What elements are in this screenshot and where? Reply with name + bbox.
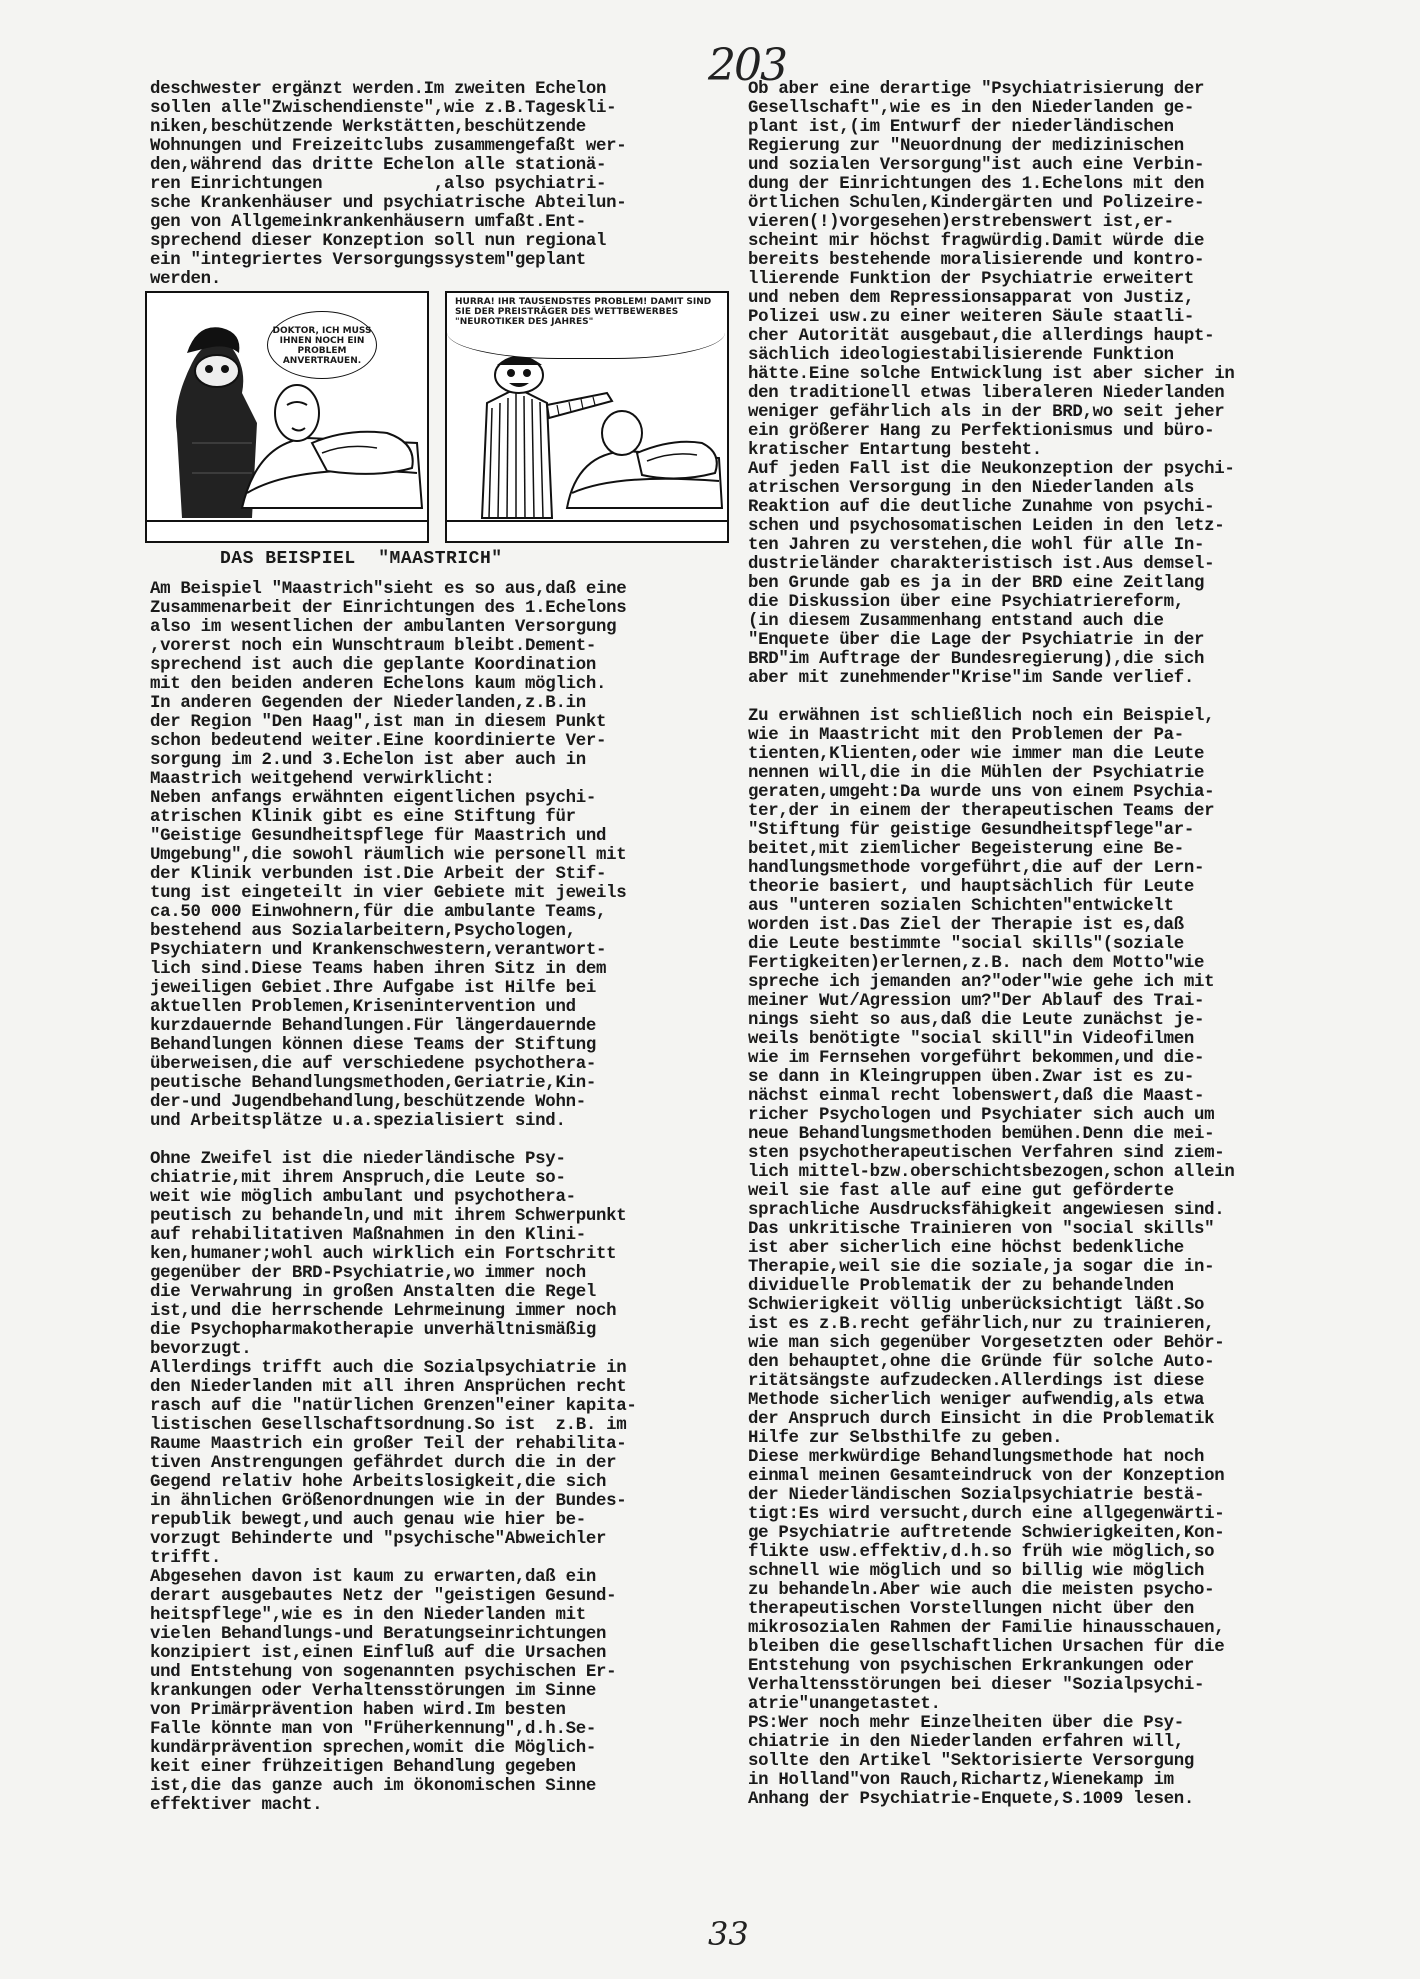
text-line: Maastrich weitgehend verwirklicht: [150, 770, 495, 789]
text-line: Abgesehen davon ist kaum zu erwarten,daß ein [150, 1568, 596, 1587]
text-line: richer Psychologen und Psychiater sich auch um [748, 1106, 1215, 1125]
text-line: hätte.Eine solche Entwicklung ist aber sicher in [748, 365, 1235, 384]
text-line: atrischen Klinik gibt es eine Stiftung für [150, 808, 576, 827]
text-line: bestehend aus Sozialarbeitern,Psychologen, [150, 922, 576, 941]
text-line: theorie basiert, und hauptsächlich für Leute [748, 878, 1194, 897]
text-line: Neben anfangs erwähnten eigentlichen psychi- [150, 789, 596, 808]
text-line: ge Psychiatrie auftretende Schwierigkeiten,Kon- [748, 1524, 1225, 1543]
text-line: und Entstehung von sogenannten psychischen Er- [150, 1663, 617, 1682]
text-line: sprachliche Ausdrucksfähigkeit angewiesen sind. [748, 1201, 1225, 1220]
text-line: Therapie,weil sie die soziale,ja sogar die in- [748, 1258, 1215, 1277]
speech-bubble-1: DOKTOR, ICH MUSS IHNEN NOCH EIN PROBLEM ANVERTRAUEN. [267, 311, 377, 379]
text-line: sche Krankenhäuser und psychiatrische Abteilun- [150, 194, 627, 213]
text-line: chiatrie,mit ihrem Anspruch,die Leute so- [150, 1169, 566, 1188]
text-line: atrischen Versorgung in den Niederlanden als [748, 479, 1194, 498]
text-line: BRD"im Auftrage der Bundesregierung),die sich [748, 650, 1205, 669]
text-line: Diese merkwürdige Behandlungsmethode hat noch [748, 1448, 1205, 1467]
text-line: ren Einrichtungen ,also psychiatri- [150, 175, 607, 194]
text-line: Gegend relativ hohe Arbeitslosigkeit,die sich [150, 1473, 607, 1492]
text-line: ist es z.B.recht gefährlich,nur zu trainieren, [748, 1315, 1215, 1334]
text-line [748, 688, 1235, 707]
text-line: chiatrie in den Niederlanden erfahren will, [748, 1733, 1184, 1752]
text-line: Methode sicherlich weniger aufwendig,als etwa [748, 1391, 1205, 1410]
text-line: in ähnlichen Größenordnungen wie in der Bundes- [150, 1492, 627, 1511]
text-line: sollen alle"Zwischendienste",wie z.B.Tageskli- [150, 99, 617, 118]
text-line: Entstehung von psychischen Erkrankungen oder [748, 1657, 1194, 1676]
text-line: bevorzugt. [150, 1340, 252, 1359]
comic-panel-2 [445, 291, 729, 543]
text-line: weniger gefährlich als in der BRD,wo seit jeher [748, 403, 1225, 422]
text-line: wie in Maastricht mit den Problemen der Pa- [748, 726, 1184, 745]
text-line: trifft. [150, 1549, 221, 1568]
text-line: die Verwahrung in großen Anstalten die Regel [150, 1283, 596, 1302]
text-line: schen und psychosomatischen Leiden in den letz- [748, 517, 1225, 536]
text-line: einmal meinen Gesamteindruck von der Konzeption [748, 1467, 1225, 1486]
text-line: republik bewegt,und auch genau wie hier be- [150, 1511, 586, 1530]
text-line: tienten,Klienten,oder wie immer man die Leute [748, 745, 1205, 764]
text-line: Reaktion auf die deutliche Zunahme von psychi- [748, 498, 1215, 517]
text-line: therapeutischen Vorstellungen nicht über den [748, 1600, 1194, 1619]
text-line: bereits bestehende moralisierende und kontro- [748, 251, 1205, 270]
text-line: der Anspruch durch Einsicht in die Problematik [748, 1410, 1215, 1429]
text-line: ein "integriertes Versorgungssystem"geplant [150, 251, 586, 270]
text-line: gegenüber der BRD-Psychiatrie,wo immer noch [150, 1264, 586, 1283]
text-line: vielen Behandlungs-und Beratungseinrichtungen [150, 1625, 607, 1644]
text-line: dung der Einrichtungen des 1.Echelons mit den [748, 175, 1205, 194]
text-line: lich mittel-bzw.oberschichtsbezogen,schon allein [748, 1163, 1235, 1182]
text-line: peutisch zu behandeln,und mit ihrem Schwerpunkt [150, 1207, 627, 1226]
speech-bubble-2: HURRA! IHR TAUSENDSTES PROBLEM! DAMIT SIND SIE DER PREISTRÄGER DES WETTBEWERBES "NEUROTIKER DES JAHRES" [447, 293, 725, 359]
text-line: mikrosozialen Rahmen der Familie hinausschauen, [748, 1619, 1225, 1638]
text-line: meiner Wut/Agression um?"Der Ablauf des Trai- [748, 992, 1205, 1011]
text-line [150, 1131, 637, 1150]
text-line: Hilfe zur Selbsthilfe zu geben. [748, 1429, 1063, 1448]
text-line: der-und Jugendbehandlung,beschützende Wohn- [150, 1093, 586, 1112]
text-line: rasch auf die "natürlichen Grenzen"einer kapita- [150, 1397, 637, 1416]
handwritten-page-number-bottom: 33 [708, 1915, 749, 1953]
text-line: tiven Anstrengungen gefährdet durch die in der [150, 1454, 617, 1473]
text-line: tung ist eingeteilt in vier Gebiete mit jeweils [150, 884, 627, 903]
text-line: den behauptet,ohne die Gründe für solche Auto- [748, 1353, 1215, 1372]
text-line: überweisen,die auf verschiedene psychothera- [150, 1055, 596, 1074]
left-column-top [150, 80, 626, 289]
text-line: derart ausgebautes Netz der "geistigen Gesund- [150, 1587, 617, 1606]
text-line: Wohnungen und Freizeitclubs zusammengefaßt wer- [150, 137, 627, 156]
text-line: ten Jahren zu verstehen,die wohl für alle In- [748, 536, 1205, 555]
text-line: lich sind.Diese Teams haben ihren Sitz in dem [150, 960, 607, 979]
text-line: örtlichen Schulen,Kindergärten und Polizeire- [748, 194, 1205, 213]
right-column-body [748, 80, 1235, 1809]
text-line: ,vorerst noch ein Wunschtraum bleibt.Dement- [150, 637, 596, 656]
text-line: bleiben die gesellschaftlichen Ursachen für die [748, 1638, 1225, 1657]
text-line: "Geistige Gesundheitspflege für Maastrich und [150, 827, 607, 846]
text-line: sprechend ist auch die geplante Koordination [150, 656, 596, 675]
text-line: ist,die das ganze auch im ökonomischen Sinne [150, 1777, 596, 1796]
text-line: die Diskussion über eine Psychiatriereform, [748, 593, 1184, 612]
text-line: Raume Maastrich ein großer Teil der rehabilita- [150, 1435, 627, 1454]
text-line: wie im Fernsehen vorgeführt bekommen,und die- [748, 1049, 1205, 1068]
text-line: weils benötigte "social skill"in Videofilmen [748, 1030, 1194, 1049]
text-line: sächlich ideologiestabilisierende Funktion [748, 346, 1174, 365]
text-line: die Psychopharmakotherapie unverhältnismäßig [150, 1321, 596, 1340]
text-line: ken,humaner;wohl auch wirklich ein Fortschritt [150, 1245, 617, 1264]
text-line: effektiver macht. [150, 1796, 323, 1815]
text-line: dustrieländer charakteristisch ist.Aus demsel- [748, 555, 1215, 574]
text-line: kundärprävention sprechen,womit die Möglich- [150, 1739, 596, 1758]
text-line: Schwierigkeit völlig unberücksichtigt läßt.So [748, 1296, 1205, 1315]
text-line: vieren(!)vorgesehen)erstrebenswert ist,er- [748, 213, 1174, 232]
text-line: weil sie fast alle auf eine gut geförderte [748, 1182, 1174, 1201]
text-line: Das unkritische Trainieren von "social skills" [748, 1220, 1215, 1239]
text-line: ca.50 000 Einwohnern,für die ambulante Teams, [150, 903, 607, 922]
text-line: sprechend dieser Konzeption soll nun regional [150, 232, 607, 251]
text-line: Anhang der Psychiatrie-Enquete,S.1009 lesen. [748, 1790, 1194, 1809]
text-line: dividuelle Problematik der zu behandelnden [748, 1277, 1174, 1296]
text-line: keit einer frühzeitigen Behandlung gegeben [150, 1758, 576, 1777]
text-line: sorgung im 2.und 3.Echelon ist aber auch in [150, 751, 586, 770]
text-line: Falle könnte man von "Früherkennung",d.h.Se- [150, 1720, 596, 1739]
text-line: ist,und die herrschende Lehrmeinung immer noch [150, 1302, 617, 1321]
text-line: ist aber sicherlich eine höchst bedenkliche [748, 1239, 1184, 1258]
text-line: Umgebung",die sowohl räumlich wie personell mit [150, 846, 627, 865]
text-line: (in diesem Zusammenhang entstand auch die [748, 612, 1164, 631]
text-line: gen von Allgemeinkrankenhäusern umfaßt.Ent- [150, 213, 586, 232]
section-heading: DAS BEISPIEL "MAASTRICH" [220, 549, 503, 569]
text-line: geraten,umgeht:Da wurde uns von einem Psychia- [748, 783, 1215, 802]
text-line: peutische Behandlungsmethoden,Geriatrie,Kin- [150, 1074, 596, 1093]
text-line: zu behandeln.Aber wie auch die meisten psycho- [748, 1581, 1215, 1600]
text-line: se dann in Kleingruppen üben.Zwar ist es zu- [748, 1068, 1194, 1087]
text-line: und Arbeitsplätze u.a.spezialisiert sind. [150, 1112, 566, 1131]
text-line: Zu erwähnen ist schließlich noch ein Beispiel, [748, 707, 1215, 726]
text-line: also im wesentlichen der ambulanten Versorgung [150, 618, 617, 637]
text-line: ein größerer Hang zu Perfektionismus und büro- [748, 422, 1215, 441]
text-line: wie man sich gegenüber Vorgesetzten oder Behör- [748, 1334, 1225, 1353]
text-line: schon bedeutend weiter.Eine koordinierte Ver- [150, 732, 607, 751]
text-line: handlungsmethode vorgeführt,die auf der Lern- [748, 859, 1205, 878]
left-column-body [150, 580, 637, 1815]
text-line: der Region "Den Haag",ist man in diesem Punkt [150, 713, 607, 732]
text-line: cher Autorität ausgebaut,die allerdings haupt- [748, 327, 1215, 346]
text-line: aber mit zunehmender"Krise"im Sande verlief. [748, 669, 1194, 688]
text-line: heitspflege",wie es in den Niederlanden mit [150, 1606, 586, 1625]
text-line: und sozialen Versorgung"ist auch eine Verbin- [748, 156, 1205, 175]
text-line: Behandlungen können diese Teams der Stiftung [150, 1036, 596, 1055]
text-line: kratischer Entartung besteht. [748, 441, 1042, 460]
text-line: den,während das dritte Echelon alle stationä- [150, 156, 607, 175]
text-line: Polizei usw.zu einer weiteren Säule staatli- [748, 308, 1194, 327]
text-line: ben Grunde gab es ja in der BRD eine Zeitlang [748, 574, 1205, 593]
text-line: krankungen oder Verhaltensstörungen im Sinne [150, 1682, 596, 1701]
handwritten-page-number: 203 [708, 40, 786, 91]
text-line: Ob aber eine derartige "Psychiatrisierung der [748, 80, 1205, 99]
text-line: den traditionell etwas liberaleren Niederlanden [748, 384, 1225, 403]
text-line: sten psychotherapeutischen Verfahren sind ziem- [748, 1144, 1225, 1163]
text-line: nächst einmal recht lobenswert,daß die Maast- [748, 1087, 1205, 1106]
text-line: Auf jeden Fall ist die Neukonzeption der psychi- [748, 460, 1235, 479]
text-line: plant ist,(im Entwurf der niederländischen [748, 118, 1174, 137]
text-line: scheint mir höchst fragwürdig.Damit würde die [748, 232, 1205, 251]
text-line: der Klinik verbunden ist.Die Arbeit der Stif- [150, 865, 607, 884]
text-line: werden. [150, 270, 221, 289]
text-line: und neben dem Repressionsapparat von Justiz, [748, 289, 1194, 308]
text-line: "Stiftung für geistige Gesundheitspflege"ar- [748, 821, 1194, 840]
text-line: atrie"unangetastet. [748, 1695, 941, 1714]
comic-panel-1 [145, 291, 429, 543]
text-line: auf rehabilitativen Maßnahmen in den Klini- [150, 1226, 586, 1245]
text-line: flikte usw.effektiv,d.h.so früh wie möglich,so [748, 1543, 1215, 1562]
text-line: aus "unteren sozialen Schichten"entwickelt [748, 897, 1174, 916]
text-line: "Enquete über die Lage der Psychiatrie in der [748, 631, 1205, 650]
text-line: Allerdings trifft auch die Sozialpsychiatrie in [150, 1359, 627, 1378]
text-line: von Primärprävention haben wird.Im besten [150, 1701, 566, 1720]
text-line: Fertigkeiten)erlernen,z.B. nach dem Motto"wie [748, 954, 1205, 973]
text-line: Ohne Zweifel ist die niederländische Psy- [150, 1150, 566, 1169]
text-line: kurzdauernde Behandlungen.Für längerdauernde [150, 1017, 596, 1036]
text-line: aktuellen Problemen,Krisenintervention und [150, 998, 576, 1017]
text-line: beitet,mit ziemlicher Begeisterung eine Be- [748, 840, 1184, 859]
text-line: nings sieht so aus,daß die Leute zunächst je- [748, 1011, 1205, 1030]
text-line: nennen will,die in die Mühlen der Psychiatrie [748, 764, 1205, 783]
text-line: llierende Funktion der Psychiatrie erweitert [748, 270, 1194, 289]
text-line: neue Behandlungsmethoden bemühen.Denn die mei- [748, 1125, 1215, 1144]
text-line: konzipiert ist,einen Einfluß auf die Ursachen [150, 1644, 607, 1663]
text-line: ritätsängste aufzudecken.Allerdings ist diese [748, 1372, 1205, 1391]
text-line: den Niederlanden mit all ihren Ansprüchen recht [150, 1378, 627, 1397]
text-line: Psychiatern und Krankenschwestern,verantwort- [150, 941, 607, 960]
text-line: in Holland"von Rauch,Richartz,Wienekamp im [748, 1771, 1174, 1790]
text-line: niken,beschützende Werkstätten,beschützende [150, 118, 586, 137]
text-line: jeweiligen Gebiet.Ihre Aufgabe ist Hilfe bei [150, 979, 596, 998]
text-line: die Leute bestimmte "social skills"(soziale [748, 935, 1184, 954]
text-line: In anderen Gegenden der Niederlanden,z.B.in [150, 694, 586, 713]
text-line: weit wie möglich ambulant und psychothera- [150, 1188, 576, 1207]
text-line: der Niederländischen Sozialpsychiatrie bestä- [748, 1486, 1205, 1505]
text-line: vorzugt Behinderte und "psychische"Abweichler [150, 1530, 607, 1549]
text-line: worden ist.Das Ziel der Therapie ist es,daß [748, 916, 1184, 935]
text-line: Regierung zur "Neuordnung der medizinischen [748, 137, 1184, 156]
text-line: Am Beispiel "Maastrich"sieht es so aus,daß eine [150, 580, 627, 599]
text-line: listischen Gesellschaftsordnung.So ist z.B. im [150, 1416, 627, 1435]
text-line: PS:Wer noch mehr Einzelheiten über die Psy- [748, 1714, 1184, 1733]
text-line: spreche ich jemanden an?"oder"wie gehe ich mit [748, 973, 1215, 992]
text-line: schnell wie möglich und so billig wie möglich [748, 1562, 1205, 1581]
text-line: mit den beiden anderen Echelons kaum möglich. [150, 675, 607, 694]
text-line: deschwester ergänzt werden.Im zweiten Echelon [150, 80, 607, 99]
text-line: tigt:Es wird versucht,durch eine allgegenwärti- [748, 1505, 1225, 1524]
text-line: ter,der in einem der therapeutischen Teams der [748, 802, 1215, 821]
text-line: Gesellschaft",wie es in den Niederlanden ge- [748, 99, 1194, 118]
text-line: Verhaltensstörungen bei dieser "Sozialpsychi- [748, 1676, 1205, 1695]
text-line: Zusammenarbeit der Einrichtungen des 1.Echelons [150, 599, 627, 618]
text-line: sollte den Artikel "Sektorisierte Versorgung [748, 1752, 1194, 1771]
